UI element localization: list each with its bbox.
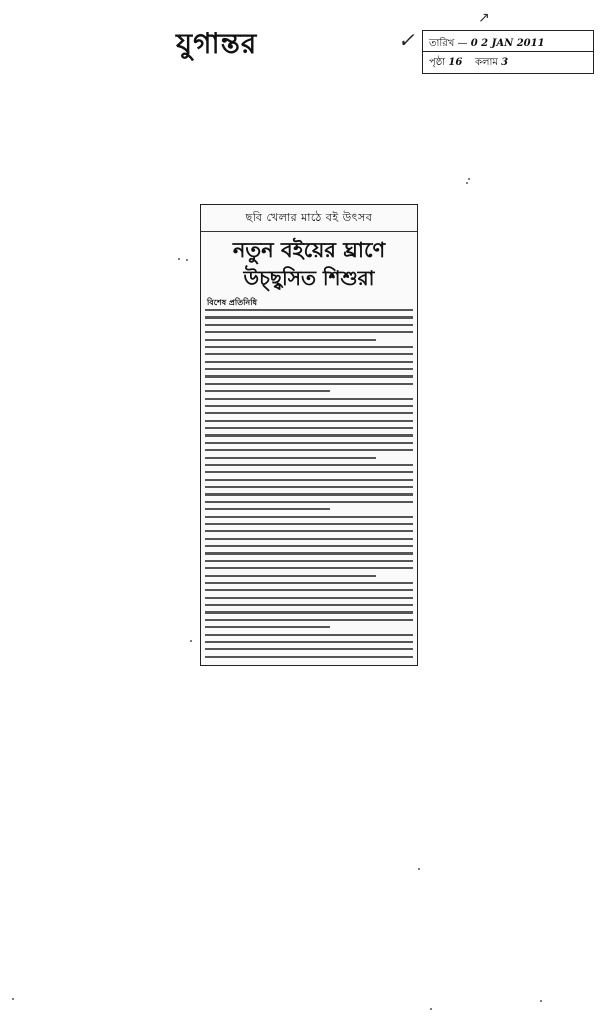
- scan-speck: [190, 640, 192, 642]
- body-text-line: [205, 641, 413, 643]
- body-text-line: [205, 516, 413, 518]
- body-text-line: [205, 479, 413, 481]
- handwritten-tick-mark: ✓: [398, 28, 415, 52]
- body-text-line: [205, 582, 413, 584]
- body-text-line: [205, 552, 413, 554]
- body-text-line: [205, 324, 413, 326]
- body-text-line: [205, 648, 413, 650]
- handwritten-mark: ↗: [478, 10, 490, 26]
- newspaper-clipping: [200, 204, 418, 666]
- clipping-headline: [207, 235, 411, 293]
- body-text-line: [205, 339, 376, 341]
- body-text-line: [205, 464, 413, 466]
- body-text-line: [205, 538, 413, 540]
- body-text-line: [205, 604, 413, 606]
- scan-speck: [12, 998, 14, 1000]
- stamp-column-value: 3: [501, 57, 509, 68]
- scan-speck: [186, 259, 188, 261]
- body-text-line: [205, 575, 376, 577]
- body-text-line: [205, 493, 413, 495]
- body-text-line: [205, 361, 413, 363]
- body-text-line: [205, 523, 413, 525]
- body-text-line: [205, 626, 330, 628]
- stamp-date-value: 0 2 JAN 2011: [470, 38, 545, 49]
- body-text-line: [205, 634, 413, 636]
- body-text-line: [205, 412, 413, 414]
- scan-speck: [178, 258, 180, 260]
- clipping-body-text: [205, 309, 413, 661]
- scan-speck: [540, 1000, 542, 1002]
- stamp-date-label: তারিখ: [429, 38, 455, 49]
- clipping-kicker: ছবি খেলার মাঠে বই উৎসব: [245, 211, 373, 224]
- archive-stamp: [422, 30, 594, 74]
- body-text-line: [205, 353, 413, 355]
- body-text-line: [205, 508, 330, 510]
- body-text-line: [205, 398, 413, 400]
- body-text-line: [205, 597, 413, 599]
- body-text-line: [205, 457, 376, 459]
- body-text-line: [205, 331, 413, 333]
- scan-speck: [418, 868, 420, 870]
- clipping-byline: বিশেষ প্রতিনিধি: [207, 298, 257, 307]
- stamp-page-value: 16: [448, 57, 463, 68]
- body-text-line: [205, 383, 413, 385]
- headline-line-2: উচ্ছ্বসিত শিশুরা: [243, 266, 375, 290]
- newspaper-masthead: যুগান্তর: [176, 27, 258, 60]
- scan-speck: [466, 182, 468, 184]
- body-text-line: [205, 545, 413, 547]
- scan-speck: [468, 178, 470, 180]
- body-text-line: [205, 560, 413, 562]
- body-text-line: [205, 589, 413, 591]
- body-text-line: [205, 405, 413, 407]
- body-text-line: [205, 316, 413, 318]
- stamp-divider: [423, 51, 593, 52]
- body-text-line: [205, 486, 413, 488]
- body-text-line: [205, 390, 330, 392]
- body-text-line: [205, 309, 413, 311]
- body-text-line: [205, 501, 413, 503]
- body-text-line: [205, 611, 413, 613]
- scan-speck: [430, 1008, 432, 1010]
- body-text-line: [205, 368, 413, 370]
- body-text-line: [205, 375, 413, 377]
- stamp-column-label: কলাম: [475, 57, 498, 68]
- body-text-line: [205, 449, 413, 451]
- stamp-page-row: [429, 55, 508, 72]
- stamp-date-row: তারিখ — 0 2 JAN 2011: [429, 38, 545, 49]
- body-text-line: [205, 427, 413, 429]
- clipping-kicker-bar: [201, 205, 417, 232]
- body-text-line: [205, 530, 413, 532]
- body-text-line: [205, 619, 413, 621]
- body-text-line: [205, 434, 413, 436]
- body-text-line: [205, 656, 413, 658]
- body-text-line: [205, 442, 413, 444]
- stamp-page-label: পৃষ্ঠা: [429, 57, 446, 68]
- body-text-line: [205, 471, 413, 473]
- body-text-line: [205, 567, 413, 569]
- headline-line-1: নতুন বইয়ের ঘ্রাণে: [232, 237, 386, 262]
- body-text-line: [205, 420, 413, 422]
- body-text-line: [205, 346, 413, 348]
